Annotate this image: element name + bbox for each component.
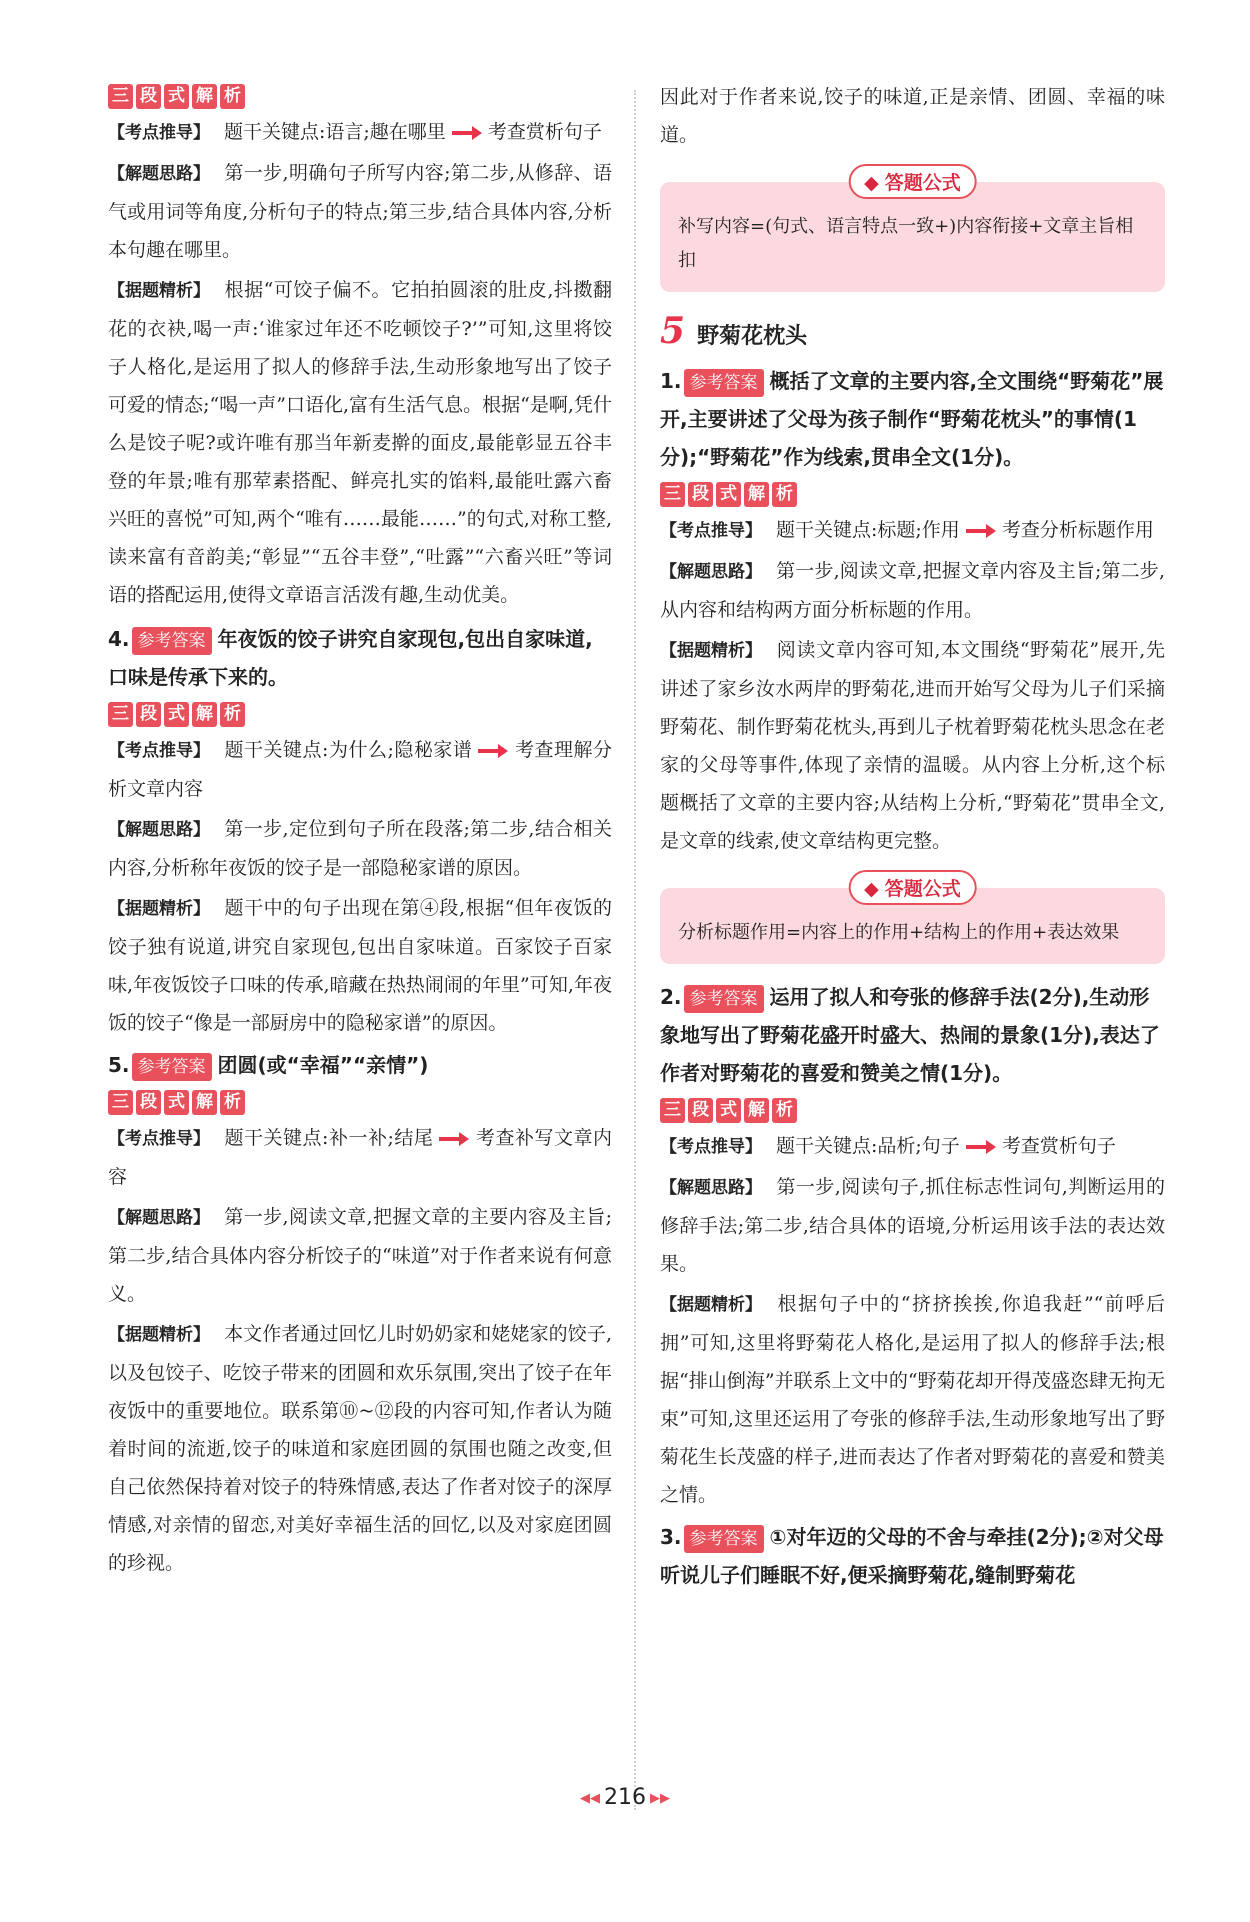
kaodian-label: 【考点推导】 [108,1129,210,1149]
kaodian-tail: 考查理解分析文章内容 [108,739,612,800]
arrow-right-icon [478,744,508,758]
column-divider [634,90,636,1810]
question-4-answer [108,620,612,696]
kaodian-tuidao [660,1127,1165,1166]
juti-jingxi [108,1315,612,1582]
badge-char: 析 [220,1090,245,1115]
answer-text: ①对年迈的父母的不舍与牵挂(2分);②对父母听说儿子们睡眠不好,便采摘野菊花,缝制野菊花 [660,1525,1164,1587]
jingxi-text: 根据“可饺子偏不。它拍拍圆滚的肚皮,抖擞翻花的衣袂,喝一声:‘谁家过年还不吃顿饺子?’”可知,这里将饺子人格化,是运用了拟人的修辞手法,生动形象地写出了饺子可爱的情态;“喝一声”口语化,富有生活气息。根据“是啊,凭什么是饺子呢?或许唯有那当年新麦擀的面皮,最能彰显五谷丰登的年景;唯有那荤素搭配、鲜亮扎实的馅料,最能吐露六畜兴旺的喜悦”可知,两个“唯有……最能……”的句式,对称工整,读来富有音韵美;“彰显”“五谷丰登”,“吐露”“六畜兴旺”等词语的搭配运用,使得文章语言活泼有趣,生动优美。 [108,279,612,606]
silu-label: 【解题思路】 [108,1208,210,1228]
jingxi-text: 根据句子中的“挤挤挨挨,你追我赶”“前呼后拥”可知,这里将野菊花人格化,是运用了拟人的修辞手法;根据“排山倒海”并联系上文中的“野菊花却开得茂盛恣肆无拘无束”可知,这里还运用了夸张的修辞手法,生动形象地写出了野菊花生长茂盛的样子,进而表达了作者对野菊花的喜爱和赞美之情。 [660,1293,1165,1506]
jingxi-text: 题干中的句子出现在第④段,根据“但年夜饭的饺子独有说道,讲究自家现包,包出自家味道。百家饺子百家味,年夜饭饺子口味的传承,暗藏在热热闹闹的年里”可知,年夜饭的饺子“像是一部厨房中的隐秘家谱”的原因。 [108,897,612,1034]
badge-char: 式 [164,84,189,109]
badge-char: 析 [772,1098,797,1123]
kaodian-tail: 考查补写文章内容 [108,1127,612,1188]
kaodian-tail: 考查赏析句子 [487,121,602,143]
formula-text: 补写内容=(句式、语言特点一致+)内容衔接+文章主旨相扣 [678,216,1134,271]
formula-title [848,870,977,905]
formula-title-text: 答题公式 [884,172,961,194]
left-double-triangle-icon: ◀◀ [580,1790,600,1806]
badge-char: 段 [136,84,161,109]
answer-text: 运用了拟人和夸张的修辞手法(2分),生动形象地写出了野菊花盛开时盛大、热闹的景象(1分),表达了作者对野菊花的喜爱和赞美之情(1分)。 [660,985,1160,1085]
right-double-triangle-icon: ▶▶ [650,1790,670,1806]
badge-char: 三 [108,702,133,727]
arrow-right-icon [439,1132,469,1146]
badge-char: 析 [220,84,245,109]
section-heading [660,310,1165,352]
silu-text: 第一步,明确句子所写内容;第二步,从修辞、语气或用词等角度,分析句子的特点;第三步,结合具体内容,分析本句趣在哪里。 [108,162,612,261]
page-number [0,1785,1250,1810]
jingxi-label: 【据题精析】 [660,641,762,661]
kaodian-text: 题干关键点:补一补;结尾 [224,1127,434,1149]
diamond-icon: ◆ [864,878,879,900]
question-number: 2. [660,985,682,1009]
badge-char: 段 [688,482,713,507]
kaodian-tuidao [660,511,1165,550]
jieti-silu [660,1168,1165,1283]
jieti-silu [108,1198,612,1313]
juti-jingxi [660,631,1165,860]
kaodian-tuidao [108,731,612,808]
kaodian-tail: 考查赏析句子 [1001,1135,1116,1157]
badge-char: 解 [744,482,769,507]
formula-title-text: 答题公式 [884,878,961,900]
silu-label: 【解题思路】 [108,820,210,840]
badge-char: 三 [660,482,685,507]
jingxi-label: 【据题精析】 [108,899,210,919]
analysis-header-badge [108,84,612,109]
kaodian-text: 题干关键点:为什么;隐秘家谱 [224,739,473,761]
answer-text: 年夜饭的饺子讲究自家现包,包出自家味道,口味是传承下来的。 [108,627,593,689]
juti-jingxi [108,889,612,1042]
silu-text: 第一步,阅读文章,把握文章的主要内容及主旨;第二步,结合具体内容分析饺子的“味道”对于作者来说有何意义。 [108,1206,612,1305]
badge-char: 三 [660,1098,685,1123]
jingxi-text: 本文作者通过回忆儿时奶奶家和姥姥家的饺子,以及包饺子、吃饺子带来的团圆和欢乐氛围,突出了饺子在年夜饭中的重要地位。联系第⑩~⑫段的内容可知,作者认为随着时间的流逝,饺子的味道和家庭团圆的氛围也随之改变,但自己依然保持着对饺子的特殊情感,表达了作者对饺子的深厚情感,对亲情的留恋,对美好幸福生活的回忆,以及对家庭团圆的珍视。 [108,1323,612,1574]
kaodian-text: 题干关键点:语言;趣在哪里 [224,121,446,143]
badge-char: 段 [688,1098,713,1123]
question-number: 3. [660,1525,682,1549]
formula-title [848,164,977,199]
badge-char: 段 [136,1090,161,1115]
diamond-icon: ◆ [864,172,879,194]
badge-char: 式 [716,482,741,507]
kaodian-label: 【考点推导】 [108,741,210,761]
badge-char: 析 [220,702,245,727]
silu-label: 【解题思路】 [660,1178,762,1198]
answer-text: 团圆(或“幸福”“亲情”) [217,1053,429,1077]
badge-char: 式 [164,1090,189,1115]
silu-label: 【解题思路】 [108,164,210,184]
silu-text: 第一步,定位到句子所在段落;第二步,结合相关内容,分析称年夜饭的饺子是一部隐秘家谱的原因。 [108,818,612,879]
juti-jingxi [660,1285,1165,1514]
section-number: 5 [660,310,686,352]
badge-char: 三 [108,84,133,109]
jingxi-label: 【据题精析】 [108,281,210,301]
kaodian-tuidao [108,1119,612,1196]
arrow-right-icon [966,1140,996,1154]
badge-char: 式 [164,702,189,727]
silu-text: 第一步,阅读句子,抓住标志性词句,判断运用的修辞手法;第二步,结合具体的语境,分析运用该手法的表达效果。 [660,1176,1165,1275]
reference-answer-badge: 参考答案 [684,985,764,1013]
badge-char: 段 [136,702,161,727]
analysis-header-badge [660,482,1165,507]
jingxi-label: 【据题精析】 [108,1325,210,1345]
juti-jingxi [108,271,612,614]
arrow-right-icon [452,126,482,140]
formula-text: 分析标题作用=内容上的作用+结构上的作用+表达效果 [678,922,1120,943]
badge-char: 解 [192,702,217,727]
answer-formula-box [660,172,1165,292]
badge-char: 析 [772,482,797,507]
analysis-header-badge [108,1090,612,1115]
badge-char: 三 [108,1090,133,1115]
question-1-answer [660,362,1165,476]
jingxi-text: 阅读文章内容可知,本文围绕“野菊花”展开,先讲述了家乡汝水两岸的野菊花,进而开始写父母为儿子们采摘野菊花、制作野菊花枕头,再到儿子枕着野菊花枕头思念在老家的父母等事件,体现了亲情的温暖。从内容上分析,这个标题概括了文章的主要内容;从结构上分析,“野菊花”贯串全文,是文章的线索,使文章结构更完整。 [660,639,1165,852]
analysis-header-badge [108,702,612,727]
kaodian-tuidao [108,113,612,152]
kaodian-text: 题干关键点:品析;句子 [776,1135,960,1157]
kaodian-text: 题干关键点:标题;作用 [776,519,960,541]
jingxi-label: 【据题精析】 [660,1295,762,1315]
question-2-answer [660,978,1165,1092]
kaodian-label: 【考点推导】 [660,521,762,541]
answer-text: 概括了文章的主要内容,全文围绕“野菊花”展开,主要讲述了父母为孩子制作“野菊花枕头”的事情(1分);“野菊花”作为线索,贯串全文(1分)。 [660,369,1164,469]
reference-answer-badge: 参考答案 [684,1525,764,1553]
badge-char: 式 [716,1098,741,1123]
badge-char: 解 [744,1098,769,1123]
reference-answer-badge: 参考答案 [132,627,212,655]
reference-answer-badge: 参考答案 [684,369,764,397]
question-number: 1. [660,369,682,393]
question-number: 4. [108,627,130,651]
kaodian-label: 【考点推导】 [660,1137,762,1157]
silu-text: 第一步,阅读文章,把握文章内容及主旨;第二步,从内容和结构两方面分析标题的作用。 [660,560,1165,621]
badge-char: 解 [192,84,217,109]
kaodian-label: 【考点推导】 [108,123,210,143]
question-3-answer [660,1518,1165,1594]
section-title: 野菊花枕头 [697,324,808,349]
kaodian-tail: 考查分析标题作用 [1001,519,1154,541]
arrow-right-icon [966,524,996,538]
silu-label: 【解题思路】 [660,562,762,582]
left-column [108,78,612,1584]
jieti-silu [108,154,612,269]
question-5-answer [108,1046,612,1084]
jieti-silu [108,810,612,887]
jieti-silu [660,552,1165,629]
analysis-header-badge [660,1098,1165,1123]
badge-char: 解 [192,1090,217,1115]
right-column [660,78,1165,1594]
question-number: 5. [108,1053,130,1077]
answer-formula-box [660,878,1165,964]
continued-text: 因此对于作者来说,饺子的味道,正是亲情、团圆、幸福的味道。 [660,86,1165,146]
reference-answer-badge: 参考答案 [132,1053,212,1081]
page-number-text: 216 [604,1785,646,1810]
